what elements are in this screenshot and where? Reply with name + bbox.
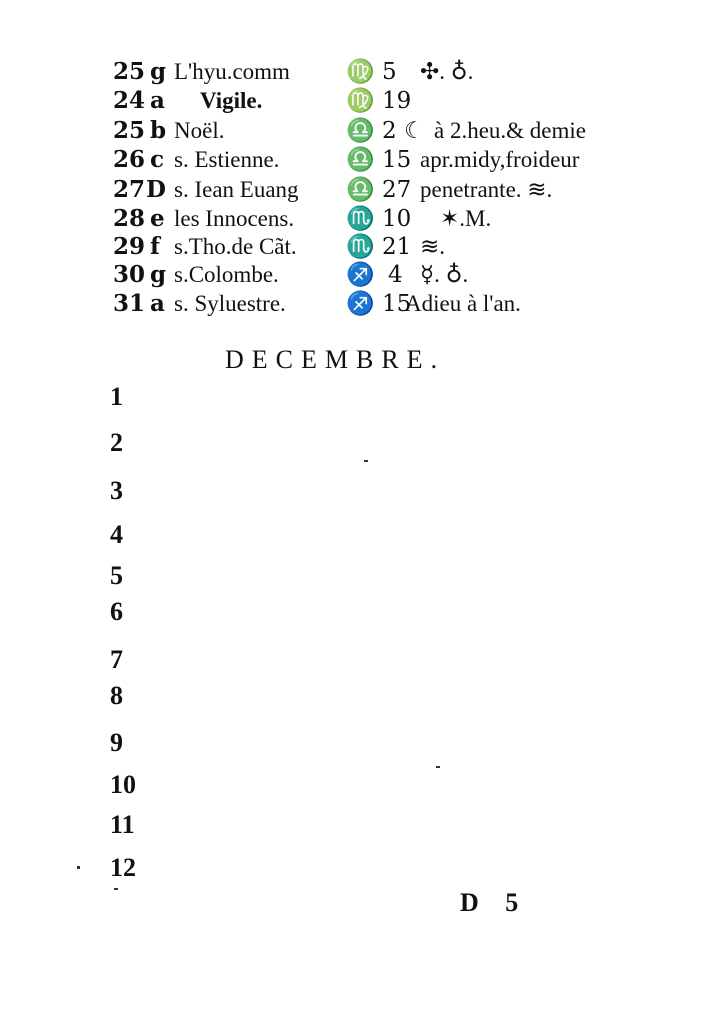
calendar-row bbox=[0, 204, 712, 234]
ink-speck bbox=[364, 460, 368, 462]
calendar-row bbox=[0, 145, 712, 175]
dominical-letter: e bbox=[150, 205, 165, 232]
zodiac-sign: ♏ bbox=[346, 205, 375, 232]
december-day-number: 12 bbox=[110, 853, 136, 882]
day-number: 25 bbox=[113, 58, 146, 85]
saint-name: L'hyu.comm bbox=[174, 59, 290, 84]
december-day-number: 9 bbox=[110, 728, 123, 757]
december-day-number: 6 bbox=[110, 597, 123, 626]
saint-name: Vigile. bbox=[200, 88, 263, 113]
day-number: 26 bbox=[113, 146, 146, 173]
moon-degree: 10 bbox=[382, 206, 412, 232]
moon-degree: 5 bbox=[382, 59, 397, 85]
december-day-number: 3 bbox=[110, 476, 123, 505]
moon-degree: 4 bbox=[388, 262, 403, 288]
zodiac-sign: ♍ bbox=[346, 58, 375, 85]
dominical-letter: c bbox=[150, 146, 165, 173]
saint-name: Noël. bbox=[174, 118, 225, 143]
calendar-row bbox=[0, 86, 712, 116]
weather-note: Adieu à l'an. bbox=[405, 291, 521, 316]
dominical-letter: a bbox=[150, 87, 165, 114]
dominical-letter: g bbox=[150, 261, 167, 288]
dominical-letter: D bbox=[146, 176, 166, 203]
calendar-row bbox=[0, 232, 712, 262]
zodiac-sign: ♎ bbox=[346, 146, 375, 173]
saint-name: les Innocens. bbox=[174, 206, 295, 231]
calendar-row bbox=[0, 289, 712, 319]
dominical-letter: g bbox=[150, 58, 167, 85]
weather-note: apr.midy,froideur bbox=[420, 147, 580, 172]
moon-degree: 19 bbox=[382, 88, 412, 114]
december-day-number: 4 bbox=[110, 520, 123, 549]
calendar-row bbox=[0, 116, 712, 146]
zodiac-sign: ♎ bbox=[346, 176, 375, 203]
day-number: 25 bbox=[113, 117, 146, 144]
day-number: 28 bbox=[113, 205, 146, 232]
ink-speck bbox=[436, 766, 440, 768]
saint-name: s.Colombe. bbox=[174, 262, 279, 287]
moon-degree: 2 ☾ bbox=[382, 118, 425, 144]
calendar-row bbox=[0, 175, 712, 205]
moon-degree: 15 bbox=[382, 147, 412, 173]
december-day-number: 10 bbox=[110, 770, 136, 799]
calendar-row bbox=[0, 260, 712, 290]
dominical-letter: a bbox=[150, 290, 165, 317]
zodiac-sign: ♐ bbox=[346, 290, 375, 317]
page-signature: D 5 bbox=[460, 888, 529, 917]
weather-note: penetrante. ≋. bbox=[420, 177, 553, 202]
day-number: 29 bbox=[113, 233, 146, 260]
weather-note: ≋. bbox=[420, 234, 446, 259]
zodiac-sign: ♍ bbox=[346, 87, 375, 114]
dominical-letter: b bbox=[150, 117, 167, 144]
moon-degree: 27 bbox=[382, 177, 412, 203]
moon-degree: 21 bbox=[382, 234, 412, 260]
december-day-number: 1 bbox=[110, 382, 123, 411]
day-number: 27 bbox=[113, 176, 146, 203]
zodiac-sign: ♐ bbox=[346, 261, 375, 288]
december-day-number: 11 bbox=[110, 810, 135, 839]
day-number: 30 bbox=[113, 261, 146, 288]
weather-note: ✶.M. bbox=[440, 206, 492, 231]
saint-name: s. Estienne. bbox=[174, 147, 280, 172]
saint-name: s. Syluestre. bbox=[174, 291, 286, 316]
weather-note: à 2.heu.& demie bbox=[434, 118, 587, 143]
weather-note: ☿. ♁. bbox=[420, 262, 469, 287]
day-number: 24 bbox=[113, 87, 146, 114]
month-title: DECEMBRE. bbox=[225, 345, 446, 374]
weather-note: ✣. ♁. bbox=[420, 59, 474, 84]
zodiac-sign: ♏ bbox=[346, 233, 375, 260]
moon-degree: 15 bbox=[382, 291, 412, 317]
ink-speck bbox=[114, 888, 118, 890]
december-day-number: 2 bbox=[110, 428, 123, 457]
december-day-number: 5 bbox=[110, 561, 123, 590]
dominical-letter: f bbox=[150, 233, 160, 260]
december-day-number: 8 bbox=[110, 681, 123, 710]
day-number: 31 bbox=[113, 290, 146, 317]
december-day-number: 7 bbox=[110, 645, 123, 674]
saint-name: s.Tho.de Cãt. bbox=[174, 234, 297, 259]
zodiac-sign: ♎ bbox=[346, 117, 375, 144]
calendar-row bbox=[0, 57, 712, 87]
saint-name: s. Iean Euang bbox=[174, 177, 299, 202]
ink-speck bbox=[77, 866, 80, 869]
